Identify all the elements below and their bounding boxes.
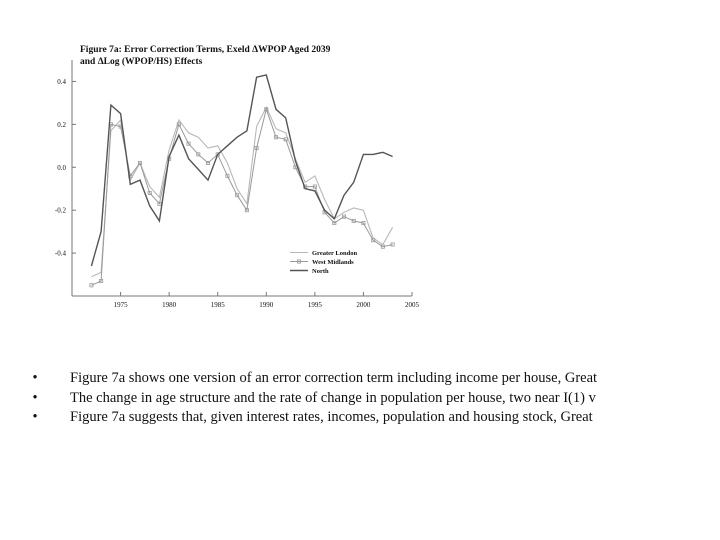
bullet-text-1: Figure 7a shows one version of an error correction term including income per house, Great [70,370,598,386]
series-line-3 [91,75,392,266]
x-tick-label: 1975 [113,301,128,309]
x-tick-label: 1990 [259,301,274,309]
y-tick-label: 0.2 [57,120,66,129]
legend-label-3: North [312,268,329,275]
bullet-item-1 [30,369,720,389]
bullet-dot: • [32,389,38,406]
y-tick-label: 0.4 [57,77,66,86]
x-tick-label: 1985 [210,301,225,309]
bullet-text-2: The change in age structure and the rate of change in population per house, two near I(1) v [70,389,596,406]
chart-title-line-1: Figure 7a: Error Correction Terms, Exeld ΔWPOP Aged 2039 [80,45,331,55]
y-tick-label: -0.2 [54,206,66,215]
bullet-item-3 [30,408,720,428]
bullet-dot: • [32,409,38,425]
y-tick-label: -0.4 [54,249,66,258]
x-tick-label: 1980 [162,301,177,309]
bullet-text-3: Figure 7a suggests that, given interest rates, incomes, population and housing stock, Great [70,409,593,425]
bullet-list [30,369,720,428]
legend-label-1: Greater London [312,250,358,257]
legend-label-2: West Midlands [312,259,354,266]
bullet-dot: • [32,370,38,386]
bullet-item-2 [30,389,720,409]
x-tick-label: 2000 [356,301,371,309]
x-tick-label: 1995 [307,301,322,309]
x-tick-label: 2005 [405,301,419,309]
y-tick-label: 0.0 [57,163,66,172]
chart-title-line-2: and ΔLog (WPOP/HS) Effects [80,57,203,67]
